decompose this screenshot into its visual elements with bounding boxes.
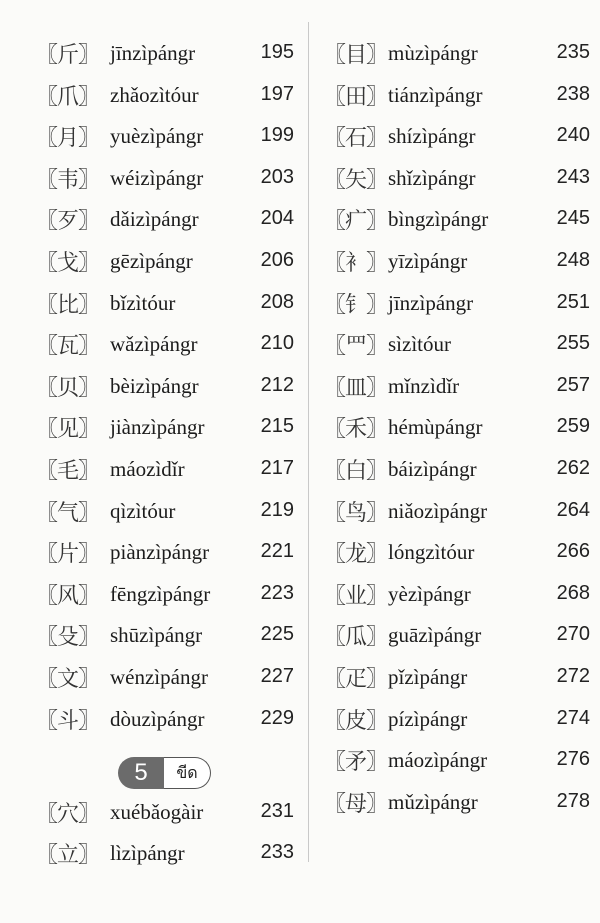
- page-number: 206: [260, 249, 294, 271]
- page-number: 235: [556, 41, 590, 63]
- page-number: 227: [260, 665, 294, 687]
- page-number: 264: [556, 498, 590, 521]
- index-entry: [0, 329, 302, 369]
- index-entry: [0, 454, 302, 494]
- radical-pinyin: báizìpángr: [388, 457, 477, 481]
- page-number: 233: [260, 841, 294, 863]
- page-number: 274: [556, 706, 590, 729]
- index-entry: [0, 80, 302, 120]
- radical-glyph: 〖气〗: [36, 500, 100, 526]
- index-entry: [0, 163, 302, 203]
- radical-pinyin: yīzìpángr: [388, 249, 468, 273]
- index-entry: [318, 329, 600, 369]
- radical-glyph: 〖歹〗: [36, 209, 100, 235]
- radical-glyph: 〖比〗: [36, 292, 100, 318]
- radical-pinyin: yèzìpángr: [388, 581, 471, 606]
- index-entry: [318, 163, 600, 203]
- radical-glyph: 〖疒〗: [324, 209, 388, 235]
- radical-glyph: 〖爪〗: [36, 84, 100, 110]
- page-number: 278: [556, 789, 590, 812]
- radical-glyph: 〖月〗: [36, 126, 100, 152]
- index-entry: [318, 412, 600, 452]
- page-number: 221: [260, 540, 294, 563]
- page-number: 217: [260, 457, 294, 479]
- index-entry: [318, 496, 600, 536]
- radical-glyph: 〖田〗: [324, 84, 388, 110]
- index-entry: [0, 246, 302, 286]
- index-entry: [0, 704, 302, 744]
- page-number: 225: [260, 623, 294, 646]
- page-number: 276: [556, 748, 590, 771]
- radical-pinyin: qìzìtóur: [110, 498, 176, 523]
- radical-pinyin: zhǎozìtóur: [110, 82, 199, 107]
- index-entry: [318, 704, 600, 744]
- page-number: 212: [260, 373, 294, 396]
- radical-pinyin: lìzìpángr: [110, 841, 185, 865]
- radical-pinyin: yuèzìpángr: [110, 124, 204, 149]
- radical-glyph: 〖文〗: [36, 667, 100, 692]
- index-entry: [0, 496, 302, 536]
- index-entry: [318, 620, 600, 660]
- page-number: 223: [260, 581, 294, 604]
- page-number: 197: [260, 82, 294, 105]
- index-entry: [318, 662, 600, 702]
- radical-pinyin: mǔzìpángr: [388, 789, 478, 814]
- radical-pinyin: wéizìpángr: [110, 165, 204, 190]
- index-entry: [0, 620, 302, 660]
- page-number: 259: [556, 415, 590, 438]
- radical-glyph: 〖目〗: [324, 43, 388, 68]
- radical-glyph: 〖皿〗: [324, 375, 388, 401]
- page-number: 195: [260, 41, 294, 63]
- radical-pinyin: shǐzìpángr: [388, 165, 476, 190]
- index-entry: [0, 204, 302, 244]
- index-entry: [0, 579, 302, 619]
- radical-pinyin: mǐnzìdǐr: [388, 373, 460, 398]
- index-entry: [318, 745, 600, 785]
- index-entry: [318, 371, 600, 411]
- page-number: 210: [260, 332, 294, 355]
- radical-pinyin: hémùpángr: [388, 415, 483, 440]
- index-entry: [0, 121, 302, 161]
- page-number: 219: [260, 498, 294, 521]
- radical-pinyin: pízìpángr: [388, 706, 468, 731]
- page-number: 229: [260, 706, 294, 729]
- radical-pinyin: wǎzìpángr: [110, 332, 198, 357]
- radical-glyph: 〖片〗: [36, 542, 100, 568]
- radical-glyph: 〖穴〗: [36, 802, 100, 827]
- radical-pinyin: máozìpángr: [388, 748, 488, 773]
- radical-pinyin: sìzìtóur: [388, 332, 451, 357]
- radical-pinyin: bǐzìtóur: [110, 290, 176, 315]
- index-entry: [318, 579, 600, 619]
- radical-pinyin: jīnzìpángr: [388, 290, 474, 315]
- page-number: 251: [556, 290, 590, 313]
- radical-glyph: 〖禾〗: [324, 417, 388, 443]
- page-number: 208: [260, 290, 294, 313]
- index-entry: [318, 537, 600, 577]
- radical-pinyin: wénzìpángr: [110, 665, 208, 689]
- radical-glyph: 〖矛〗: [324, 750, 388, 776]
- index-entry: [318, 288, 600, 328]
- radical-pinyin: bèizìpángr: [110, 373, 199, 398]
- stroke-count-badge: [118, 757, 214, 789]
- radical-glyph: 〖见〗: [36, 417, 100, 443]
- index-entry: [0, 537, 302, 577]
- index-entry: [0, 797, 302, 837]
- radical-glyph: 〖母〗: [324, 791, 388, 817]
- radical-pinyin: dòuzìpángr: [110, 706, 205, 731]
- radical-pinyin: lóngzìtóur: [388, 540, 475, 565]
- page-number: 203: [260, 165, 294, 188]
- page-number: 243: [556, 165, 590, 188]
- radical-pinyin: shízìpángr: [388, 124, 476, 149]
- stroke-count-number: 5: [118, 757, 164, 789]
- index-entry: [0, 662, 302, 702]
- radical-pinyin: xuébǎogàir: [110, 800, 204, 824]
- index-entry: [0, 288, 302, 328]
- radical-pinyin: fēngzìpángr: [110, 581, 211, 606]
- radical-glyph: 〖风〗: [36, 583, 100, 609]
- radical-glyph: 〖贝〗: [36, 375, 100, 401]
- radical-pinyin: piànzìpángr: [110, 540, 210, 565]
- radical-glyph: 〖立〗: [36, 843, 100, 868]
- index-entry: [318, 121, 600, 161]
- index-entry: [318, 454, 600, 494]
- radical-pinyin: bìngzìpángr: [388, 207, 489, 232]
- radical-glyph: 〖毛〗: [36, 459, 100, 484]
- index-entry: [318, 246, 600, 286]
- radical-glyph: 〖白〗: [324, 459, 388, 484]
- radical-glyph: 〖罒〗: [324, 334, 388, 360]
- page-number: 238: [556, 82, 590, 105]
- page-number: 255: [556, 332, 590, 355]
- radical-pinyin: jīnzìpángr: [110, 41, 196, 65]
- page-number: 272: [556, 665, 590, 687]
- radical-pinyin: pǐzìpángr: [388, 665, 468, 689]
- radical-pinyin: guāzìpángr: [388, 623, 482, 648]
- radical-pinyin: jiànzìpángr: [110, 415, 205, 440]
- radical-glyph: 〖业〗: [324, 583, 388, 609]
- radical-glyph: 〖瓜〗: [324, 625, 388, 651]
- page-number: 262: [556, 457, 590, 479]
- index-entry: [318, 787, 600, 827]
- radical-glyph: 〖殳〗: [36, 625, 100, 651]
- radical-glyph: 〖钅〗: [324, 292, 388, 318]
- page-number: 257: [556, 373, 590, 396]
- index-entry: [0, 38, 302, 78]
- page-number: 266: [556, 540, 590, 563]
- radical-glyph: 〖矢〗: [324, 167, 388, 193]
- page-number: 215: [260, 415, 294, 438]
- radical-pinyin: gēzìpángr: [110, 249, 193, 273]
- page-number: 240: [556, 124, 590, 147]
- radical-glyph: 〖瓦〗: [36, 334, 100, 360]
- radical-glyph: 〖戈〗: [36, 251, 100, 276]
- radical-pinyin: tiánzìpángr: [388, 82, 483, 107]
- radical-glyph: 〖鸟〗: [324, 500, 388, 526]
- radical-glyph: 〖斤〗: [36, 43, 100, 68]
- radical-glyph: 〖衤〗: [324, 251, 388, 276]
- radical-glyph: 〖韦〗: [36, 167, 100, 193]
- radical-pinyin: shūzìpángr: [110, 623, 203, 648]
- radical-pinyin: dǎizìpángr: [110, 207, 199, 232]
- page-number: 245: [556, 207, 590, 230]
- index-entry: [0, 371, 302, 411]
- radical-pinyin: niǎozìpángr: [388, 498, 488, 523]
- page-number: 270: [556, 623, 590, 646]
- page-number: 231: [260, 800, 294, 822]
- radical-glyph: 〖皮〗: [324, 708, 388, 734]
- index-entry: [0, 838, 302, 878]
- page-number: 268: [556, 581, 590, 604]
- radical-pinyin: máozìdǐr: [110, 457, 185, 481]
- radical-glyph: 〖疋〗: [324, 667, 388, 692]
- radical-pinyin: mùzìpángr: [388, 41, 478, 65]
- index-entry: [318, 204, 600, 244]
- index-entry: [318, 80, 600, 120]
- page-number: 204: [260, 207, 294, 230]
- page-number: 248: [556, 249, 590, 271]
- index-entry: [0, 412, 302, 452]
- page-number: 199: [260, 124, 294, 147]
- stroke-count-label: ขีด: [164, 757, 211, 789]
- radical-glyph: 〖龙〗: [324, 542, 388, 568]
- radical-glyph: 〖斗〗: [36, 708, 100, 734]
- index-entry: [318, 38, 600, 78]
- radical-glyph: 〖石〗: [324, 126, 388, 152]
- column-divider: [308, 22, 309, 862]
